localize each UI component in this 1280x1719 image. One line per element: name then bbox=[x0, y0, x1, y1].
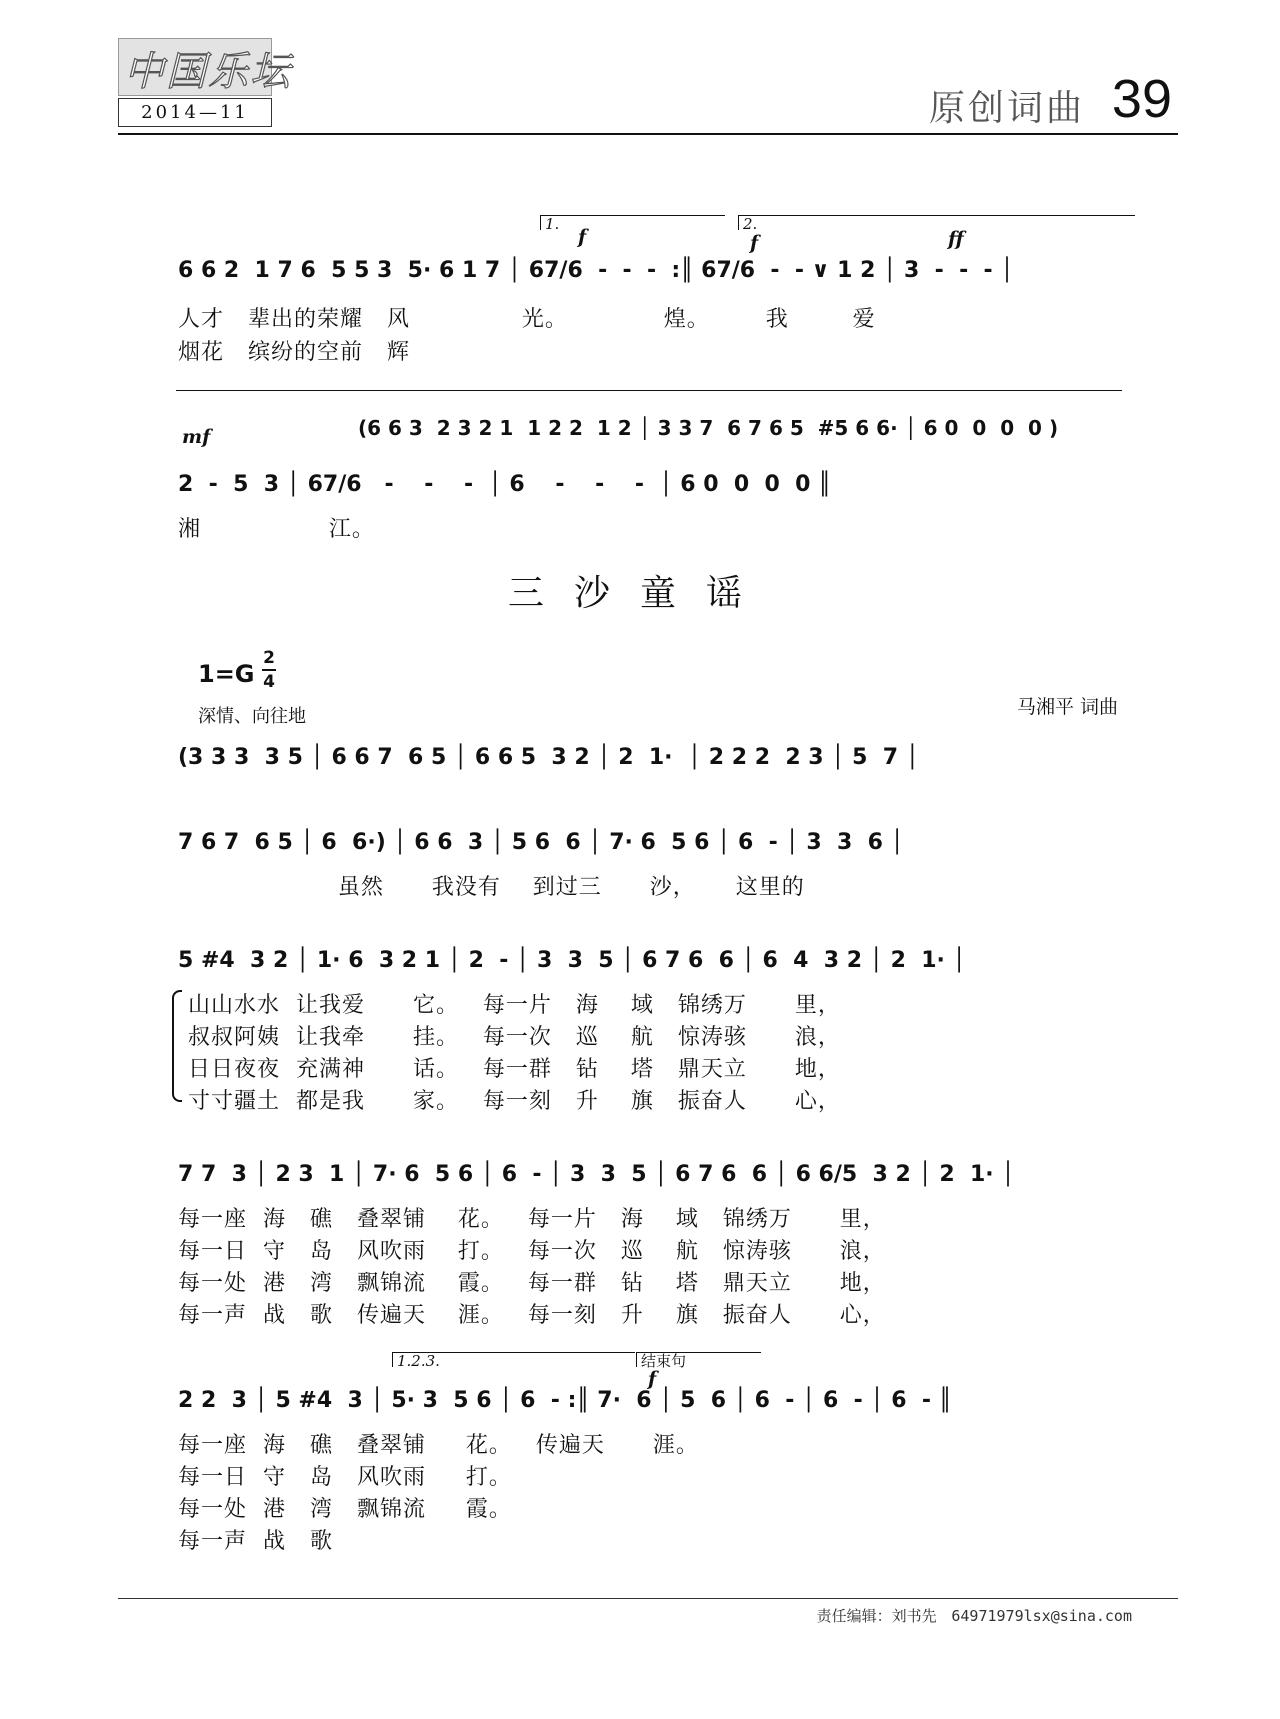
lyrics-line: 每一声 战 歌 bbox=[178, 1529, 333, 1554]
lyrics-line: 虽然 我没有 到过三 沙， 这里的 bbox=[178, 875, 805, 900]
lyrics-line: 每一处 港 湾 飘锦流 霞。 bbox=[178, 1497, 512, 1522]
page-number: 39 bbox=[1111, 69, 1172, 129]
lyrics-line: 每一声 战 歌 传遍天 涯。 每一刻 升 旗 振奋人 心， bbox=[178, 1303, 886, 1328]
lyrics-line: 每一处 港 湾 飘锦流 霞。 每一群 钻 塔 鼎天立 地， bbox=[178, 1271, 886, 1296]
lyrics-line: 每一日 守 岛 风吹雨 打。 每一次 巡 航 惊涛骇 浪， bbox=[178, 1239, 886, 1264]
lyrics-line: 烟花 缤纷的空前 辉 bbox=[178, 340, 410, 365]
volta-repeat-ending: 1.2.3. bbox=[392, 1352, 635, 1367]
editor-email: 64971979lsx@sina.com bbox=[951, 1607, 1132, 1625]
dynamic-mark: f bbox=[648, 1368, 657, 1390]
notation-line: 6 6 2 1 7 6 5 5 3 5· 6 1 7 │ 67/6 - - - :║ 67/6 - - ∨ 1 2 │ 3 - - - │ bbox=[178, 258, 1014, 283]
dynamic-mark: ff bbox=[948, 228, 964, 250]
author-credit: 马湘平 词曲 bbox=[1016, 696, 1118, 718]
notation-line: 7 6 7 6 5 │ 6 6·) │ 6 6 3 │ 5 6 6 │ 7· 6 5 6 │ 6 - │ 3 3 6 │ bbox=[178, 830, 904, 855]
dynamic-mark: f bbox=[750, 232, 759, 254]
lyrics-line: 山山水水 让我爱 它。 每一片 海 域 锦绣万 里， bbox=[188, 993, 841, 1018]
dynamic-mark: f bbox=[578, 226, 587, 248]
ending-label: 结束句 bbox=[636, 1352, 761, 1367]
volta-second-ending: 2. bbox=[738, 215, 1135, 230]
lyrics-line: 湘 江。 bbox=[178, 517, 375, 542]
dynamic-mark: mf bbox=[182, 426, 211, 448]
meter-top: 2 bbox=[263, 648, 275, 668]
issue-number: 2014—11 bbox=[118, 98, 272, 127]
footer-credit bbox=[817, 1605, 1132, 1626]
lyrics-line: 每一日 守 岛 风吹雨 打。 bbox=[178, 1465, 512, 1490]
song-title: 三沙童谣 bbox=[507, 573, 772, 614]
notation-line: 2 - 5 3 │ 67/6 - - - │ 6 - - - │ 6 0 0 0 0 ║ bbox=[178, 472, 832, 497]
verse-brace bbox=[172, 990, 182, 1102]
notation-line: (3 3 3 3 5 │ 6 6 7 6 5 │ 6 6 5 3 2 │ 2 1· │ 2 2 2 2 3 │ 5 7 │ bbox=[178, 745, 919, 770]
key-signature: 1=G bbox=[198, 660, 255, 688]
tempo-marking: 深情、向往地 bbox=[198, 706, 306, 727]
meter-bar bbox=[262, 669, 276, 671]
notation-line: 2 2 3 │ 5 #4 3 │ 5· 3 5 6 │ 6 - :║ 7· 6 │ 5 6 │ 6 - │ 6 - │ 6 - ║ bbox=[178, 1388, 952, 1413]
footer-rule bbox=[118, 1598, 1178, 1599]
editor-credit: 责任编辑：刘书先 bbox=[816, 1607, 937, 1625]
notation-line: 7 7 3 │ 2 3 1 │ 7· 6 5 6 │ 6 - │ 3 3 5 │ 6 7 6 6 │ 6 6/5 3 2 │ 2 1· │ bbox=[178, 1162, 1015, 1187]
lyrics-line: 每一座 海 礁 叠翠铺 花。 传遍天 涯。 bbox=[178, 1433, 699, 1458]
time-signature bbox=[262, 648, 276, 692]
lyrics-line: 人才 辈出的荣耀 风 光。 煌。 我 爱 bbox=[178, 307, 876, 332]
lyrics-line: 寸寸疆土 都是我 家。 每一刻 升 旗 振奋人 心， bbox=[188, 1089, 841, 1114]
header-rule bbox=[118, 133, 1178, 135]
accompaniment-line: (6 6 3 2 3 2 1 1 2 2 1 2 │ 3 3 7 6 7 6 5 #5 6 6· │ 6 0 0 0 0 ) bbox=[358, 416, 1059, 440]
system-bracket bbox=[176, 390, 1122, 391]
magazine-logo: 中国乐坛 bbox=[124, 49, 292, 95]
volta-first-ending: 1. bbox=[540, 215, 725, 230]
lyrics-line: 日日夜夜 充满神 话。 每一群 钻 塔 鼎天立 地， bbox=[188, 1057, 841, 1082]
lyrics-line: 叔叔阿姨 让我牵 挂。 每一次 巡 航 惊涛骇 浪， bbox=[188, 1025, 841, 1050]
meter-bottom: 4 bbox=[263, 672, 275, 692]
notation-line: 5 #4 3 2 │ 1· 6 3 2 1 │ 2 - │ 3 3 5 │ 6 7 6 6 │ 6 4 3 2 │ 2 1· │ bbox=[178, 948, 966, 973]
lyrics-line: 每一座 海 礁 叠翠铺 花。 每一片 海 域 锦绣万 里， bbox=[178, 1207, 886, 1232]
section-title: 原创词曲 bbox=[928, 88, 1085, 129]
